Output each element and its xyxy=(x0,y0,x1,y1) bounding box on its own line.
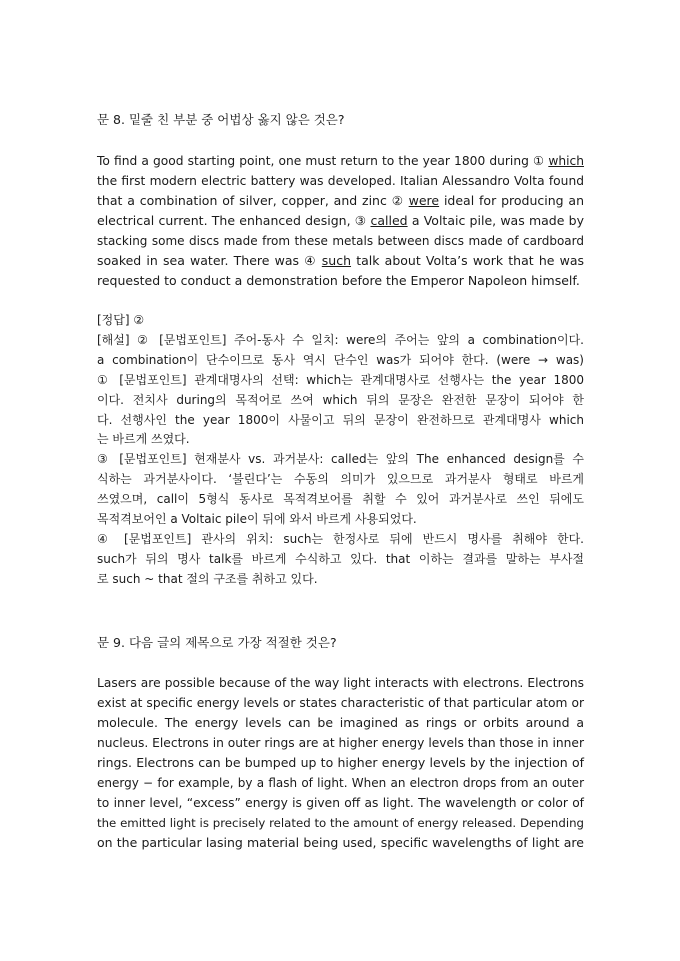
underlined-called: called xyxy=(370,213,408,228)
explanation-line: 식하는 과거분사이다. ‘불린다’는 수동의 의미가 있으므로 과거분사 형태로 바르게 xyxy=(97,472,584,487)
explanation-line: ① [문법포인트] 관계대명사의 선택: which는 관계대명사로 선행사는 the year 1800 xyxy=(97,372,584,387)
passage-line: electrical current. The enhanced design, ③ called a Voltaic pile, was made by xyxy=(97,213,584,228)
question-9-title: 문 9. 다음 글의 제목으로 가장 적절한 것은? xyxy=(97,635,337,650)
underlined-were: were xyxy=(408,193,440,208)
passage-line: rings. Electrons can be bumped up to higher energy levels by the injection of xyxy=(97,755,584,770)
explanation-line: 목적격보어인 a Voltaic pile이 뒤에 와서 바르게 사용되었다. xyxy=(97,512,417,527)
explanation-line: a combination이 단수이므로 동사 역시 단수인 was가 되어야 한다. (were → was) xyxy=(97,352,584,367)
question-8-title: 문 8. 밑줄 친 부분 중 어법상 옳지 않은 것은? xyxy=(97,112,345,127)
passage-line: to inner level, “excess” energy is given off as light. The wavelength or color of xyxy=(97,796,584,810)
passage-line: nucleus. Electrons in outer rings are at higher energy levels than those in inner xyxy=(97,736,584,750)
explanation-line: 쓰였으며, call이 5형식 동사로 목적격보어를 취할 수 있어 과거분사로 쓰인 뒤에도 xyxy=(97,492,584,507)
passage-line: on the particular lasing material being used, specific wavelengths of light are xyxy=(97,835,584,850)
explanation-line: 는 바르게 쓰였다. xyxy=(97,432,190,447)
passage-line: the emitted light is precisely related to the amount of energy released. Depending xyxy=(97,816,584,830)
question-8-answer-explanation xyxy=(97,311,584,590)
passage-line: requested to conduct a demonstration before the Emperor Napoleon himself. xyxy=(97,273,580,288)
question-9-passage xyxy=(97,673,584,853)
passage-line: Lasers are possible because of the way light interacts with electrons. Electrons xyxy=(97,676,584,690)
question-8-passage xyxy=(97,151,584,291)
explanation-line: such가 뒤의 명사 talk를 바르게 수식하고 있다. that 이하는 결과를 말하는 부사절 xyxy=(97,551,584,566)
underlined-which: which xyxy=(548,154,584,168)
passage-line: exist at specific energy levels or states characteristic of that particular atom or xyxy=(97,696,584,710)
underlined-such: such xyxy=(321,253,352,268)
passage-line: To find a good starting point, one must return to the year 1800 during ① which xyxy=(97,154,584,168)
passage-line: stacking some discs made from these metals between discs made of cardboard xyxy=(97,234,584,248)
passage-line: that a combination of silver, copper, and zinc ② were ideal for producing an xyxy=(97,193,585,208)
explanation-line: [해설] ② [문법포인트] 주어-동사 수 일치: were의 주어는 앞의 a combination이다. xyxy=(97,332,584,347)
explanation-line: 로 such ~ that 절의 구조를 취하고 있다. xyxy=(97,571,318,586)
answer-line: [정답] ② xyxy=(97,313,145,327)
explanation-line: 이다. 전치사 during의 목적어로 쓰여 which 뒤의 문장은 완전한 문장이 되어야 한 xyxy=(97,392,584,407)
explanation-line: ④ [문법포인트] 관사의 위치: such는 한정사로 뒤에 반드시 명사를 취해야 한다. xyxy=(97,531,584,546)
passage-line: the first modern electric battery was developed. Italian Alessandro Volta found xyxy=(97,174,584,188)
passage-line: energy − for example, by a flash of light. When an electron drops from an outer xyxy=(97,776,584,790)
explanation-line: 다. 선행사인 the year 1800이 사물이고 뒤의 문장이 완전하므로 관계대명사 which xyxy=(97,412,584,427)
passage-line: soaked in sea water. There was ④ such talk about Volta’s work that he was xyxy=(97,253,585,268)
explanation-line: ③ [문법포인트] 현재분사 vs. 과거분사: called는 앞의 The enhanced design를 수 xyxy=(97,452,584,467)
passage-line: molecule. The energy levels can be imagined as rings or orbits around a xyxy=(97,715,584,730)
